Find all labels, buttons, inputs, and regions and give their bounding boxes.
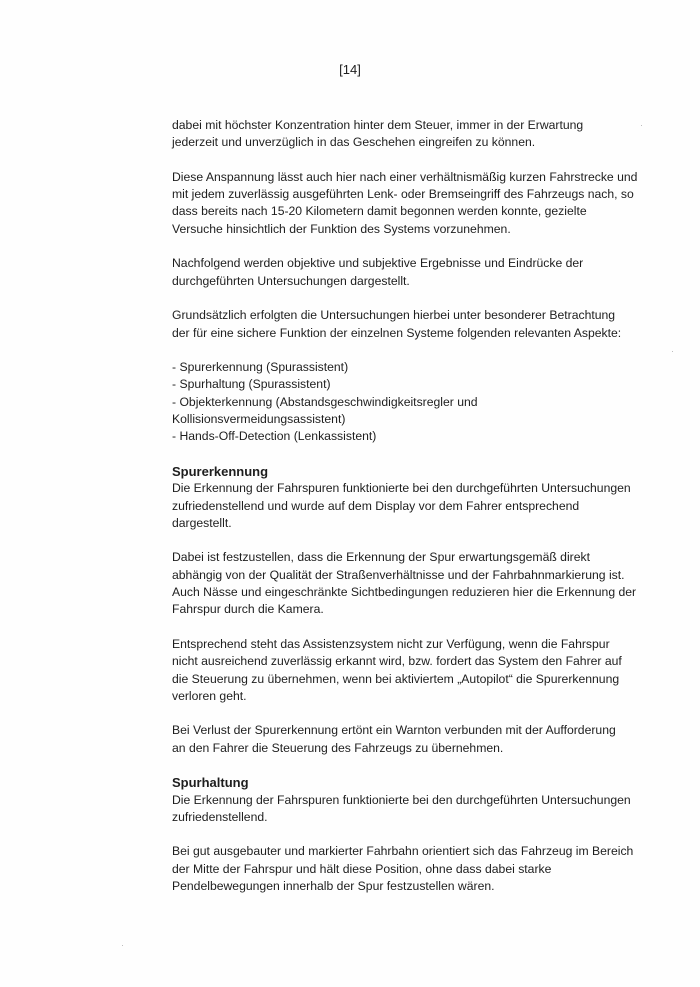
text-line: Die Erkennung der Fahrspuren funktionierte bei den durchgeführten Untersuchungen <box>172 481 631 496</box>
section-heading-spurhaltung: Spurhaltung <box>172 775 249 791</box>
paragraph <box>172 792 642 827</box>
text-line: jederzeit und unverzüglich in das Geschehen eingreifen zu können. <box>172 135 536 150</box>
paragraph <box>172 549 642 618</box>
scan-speck <box>641 125 642 126</box>
text-line: verloren geht. <box>172 688 247 703</box>
page-number: [14] <box>339 62 361 77</box>
scan-speck <box>122 945 123 946</box>
text-line: Diese Anspannung lässt auch hier nach einer verhältnismäßig kurzen Fahrstrecke und <box>172 169 638 184</box>
text-line: Die Erkennung der Fahrspuren funktionierte bei den durchgeführten Untersuchungen <box>172 792 631 807</box>
text-line: zufriedenstellend und wurde auf dem Display vor dem Fahrer entsprechend <box>172 498 580 513</box>
list-item: - Hands-Off-Detection (Lenkassistent) <box>172 429 377 444</box>
list-item: Kollisionsvermeidungsassistent) <box>172 412 346 427</box>
paragraph <box>172 307 642 342</box>
text-line: dabei mit höchster Konzentration hinter dem Steuer, immer in der Erwartung <box>172 118 584 132</box>
text-line: der für eine sichere Funktion der einzelnen Systeme folgenden relevanten Aspekte: <box>172 325 622 340</box>
text-line: dass bereits nach 15-20 Kilometern damit begonnen werden konnte, gezielte <box>172 204 587 219</box>
aspects-list <box>172 359 642 445</box>
text-line: Bei Verlust der Spurerkennung ertönt ein Warnton verbunden mit der Aufforderung <box>172 723 616 738</box>
scan-speck <box>672 351 673 352</box>
text-line: mit jedem zuverlässig ausgeführten Lenk- oder Bremseingriff des Fahrzeugs nach, so <box>172 187 634 202</box>
section-heading-spurerkennung: Spurerkennung <box>172 463 269 479</box>
text-line: Fahrspur durch die Kamera. <box>172 602 324 617</box>
text-line: abhängig von der Qualität der Straßenverhältnisse und der Fahrbahnmarkierung ist. <box>172 567 625 582</box>
list-item: - Spurhaltung (Spurassistent) <box>172 377 331 392</box>
paragraph <box>172 480 642 532</box>
text-line: Dabei ist festzustellen, dass die Erkennung der Spur erwartungsgemäß direkt <box>172 550 590 565</box>
text-line: Entsprechend steht das Assistenzsystem nicht zur Verfügung, wenn die Fahrspur <box>172 636 610 651</box>
text-line: Nachfolgend werden objektive und subjektive Ergebnisse und Eindrücke der <box>172 256 584 271</box>
list-item: - Objekterkennung (Abstandsgeschwindigkeitsregler und <box>172 394 478 409</box>
paragraph <box>172 843 642 895</box>
list-item: - Spurerkennung (Spurassistent) <box>172 360 349 375</box>
text-line: Grundsätzlich erfolgten die Untersuchungen hierbei unter besonderer Betrachtung <box>172 308 616 323</box>
text-line: Auch Nässe und eingeschränkte Sichtbedingungen reduzieren hier die Erkennung der <box>172 585 637 600</box>
paragraph <box>172 255 642 290</box>
text-line: die Steuerung zu übernehmen, wenn bei aktiviertem „Autopilot“ die Spurerkennung <box>172 671 620 686</box>
text-line: durchgeführten Untersuchungen dargestellt. <box>172 273 410 288</box>
text-line: Versuche hinsichtlich der Funktion des Systems vorzunehmen. <box>172 221 511 236</box>
paragraph <box>172 169 642 238</box>
text-line: an den Fahrer die Steuerung des Fahrzeugs zu übernehmen. <box>172 740 504 755</box>
paragraph <box>172 722 642 757</box>
paragraph <box>172 636 642 705</box>
paragraph <box>172 117 642 152</box>
text-line: Pendelbewegungen innerhalb der Spur festzustellen wären. <box>172 879 495 894</box>
text-line: nicht ausreichend zuverlässig erkannt wird, bzw. fordert das System den Fahrer auf <box>172 654 622 669</box>
text-line: zufriedenstellend. <box>172 809 268 824</box>
text-line: Bei gut ausgebauter und markierter Fahrbahn orientiert sich das Fahrzeug im Bereich <box>172 844 634 859</box>
text-line: dargestellt. <box>172 515 232 530</box>
document-body <box>172 117 642 895</box>
text-line: der Mitte der Fahrspur und hält diese Position, ohne dass dabei starke <box>172 861 552 876</box>
